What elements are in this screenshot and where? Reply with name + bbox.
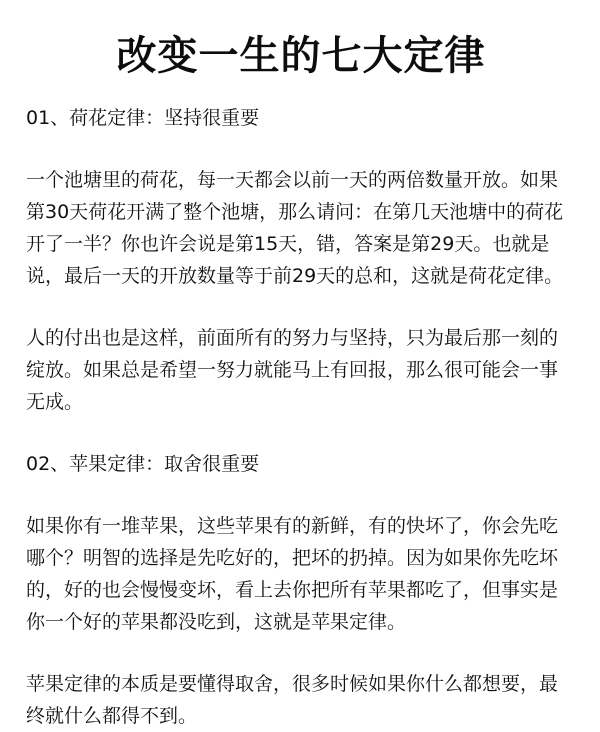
section-paragraph: 人的付出也是这样，前面所有的努力与坚持，只为最后那一刻的绽放。如果总是希望一努力就能马上有回报，那么很可能会一事无成。: [26, 327, 559, 413]
section-heading: 02、苹果定律：取舍很重要: [26, 453, 260, 475]
section-paragraph: 一个池塘里的荷花，每一天都会以前一天的两倍数量开放。如果第30天荷花开满了整个池塘，那么请问：在第几天池塘中的荷花开了一半？你也许会说是第15天，错，答案是第29天。也就是说，最后一天的开放数量等于前29天的总和，这就是荷花定律。: [26, 169, 564, 287]
section-heading: 01、荷花定律：坚持很重要: [26, 107, 260, 129]
section-paragraph: 苹果定律的本质是要懂得取舍，很多时候如果你什么都想要，最终就什么都得不到。: [26, 673, 559, 727]
section-paragraph: 如果你有一堆苹果，这些苹果有的新鲜，有的快坏了，你会先吃哪个？明智的选择是先吃好的，把坏的扔掉。因为如果你先吃坏的，好的也会慢慢变坏，看上去你把所有苹果都吃了，但事实是你一个好的苹果都没吃到，这就是苹果定律。: [26, 515, 559, 633]
section-lotus-law: [26, 102, 576, 418]
section-apple-law: [26, 448, 576, 732]
article-title: 改变一生的七大定律: [116, 33, 486, 79]
